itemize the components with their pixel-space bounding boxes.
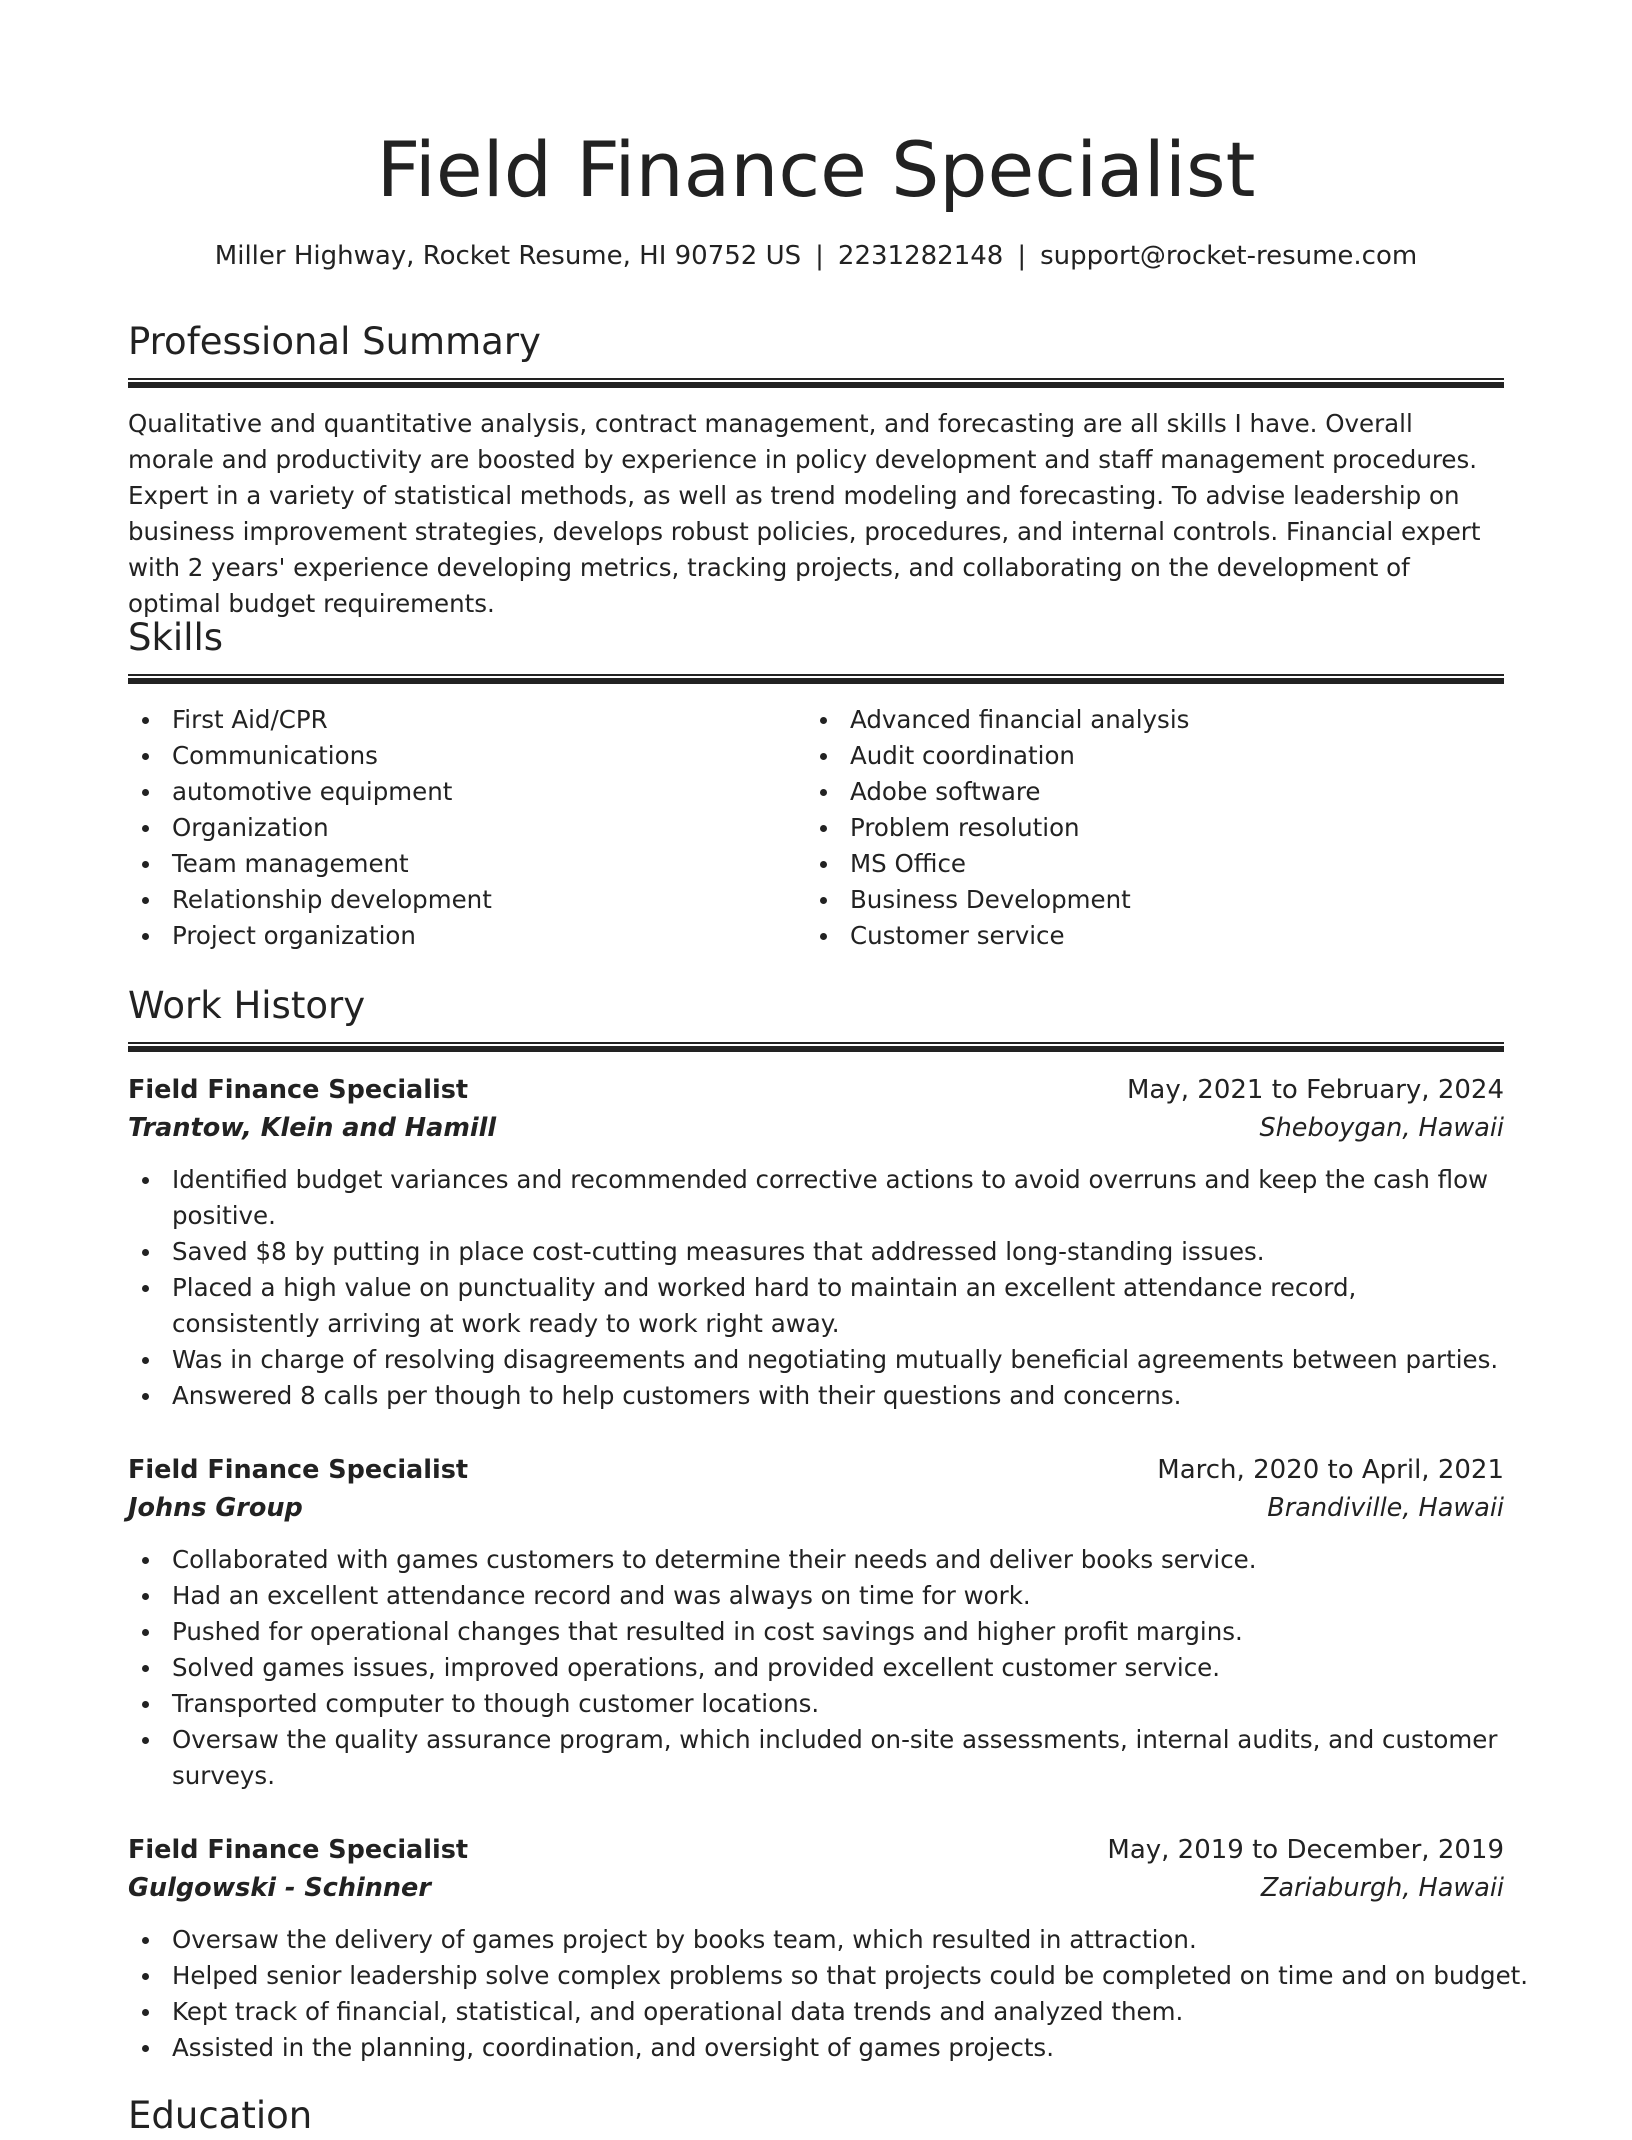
job-bullet: Answered 8 calls per though to help customers with their questions and concerns. <box>128 1378 1504 1414</box>
contact-email: support@rocket-resume.com <box>1040 241 1418 271</box>
skills-column-left <box>128 702 806 954</box>
skill-item: Problem resolution <box>806 810 1484 846</box>
job-dates: March, 2020 to April, 2021 <box>1157 1455 1504 1485</box>
job-dates: May, 2019 to December, 2019 <box>1107 1835 1504 1865</box>
resume-name: Field Finance Specialist <box>376 125 1256 214</box>
job-bullet: Was in charge of resolving disagreements and negotiating mutually beneficial agreements between parties. <box>128 1342 1504 1378</box>
job-location: Brandiville, Hawaii <box>1267 1493 1504 1523</box>
job-bullet: Placed a high value on punctuality and worked hard to maintain an excellent attendance record, consistently arriving at work ready to work right away. <box>128 1270 1504 1342</box>
skill-item: Business Development <box>806 882 1484 918</box>
contact-line <box>128 238 1504 274</box>
section-title-education: Education <box>128 2094 313 2137</box>
job-company: Trantow, Klein and Hamill <box>128 1113 497 1143</box>
summary-text: Qualitative and quantitative analysis, contract management, and forecasting are all skills I have. Overall morale and productivity are boosted by experience in policy development and staff management procedures. Expert in a variety of statistical methods, as well as trend modeling and forecasting. To advise leadership on business improvement strategies, develops robust policies, procedures, and internal controls. Financial expert with 2 years' experience developing metrics, tracking projects, and collaborating on the development of optimal budget requirements. <box>128 409 1481 618</box>
skill-item: Adobe software <box>806 774 1484 810</box>
section-divider <box>128 378 1504 388</box>
contact-phone: 2231282148 <box>837 241 1004 271</box>
job-bullet: Pushed for operational changes that resulted in cost savings and higher profit margins. <box>128 1614 1504 1650</box>
skill-item: Communications <box>128 738 806 774</box>
section-title-skills: Skills <box>128 616 224 659</box>
job-location: Sheboygan, Hawaii <box>1259 1113 1504 1143</box>
contact-address: Miller Highway, Rocket Resume, HI 90752 US <box>214 241 802 271</box>
section-title-summary: Professional Summary <box>128 320 541 363</box>
skill-item: Organization <box>128 810 806 846</box>
job-bullet: Assisted in the planning, coordination, and oversight of games projects. <box>128 2030 1504 2066</box>
job-dates: May, 2021 to February, 2024 <box>1127 1075 1504 1105</box>
contact-separator: | <box>1017 241 1027 271</box>
work-section-header <box>128 982 1504 1052</box>
job-bullet: Kept track of financial, statistical, and operational data trends and analyzed them. <box>128 1994 1504 2030</box>
skill-item: Relationship development <box>128 882 806 918</box>
skills-list <box>128 702 1504 954</box>
summary-section-header <box>128 318 1504 388</box>
skill-item: Customer service <box>806 918 1484 954</box>
skill-item: First Aid/CPR <box>128 702 806 738</box>
job-bullet: Collaborated with games customers to determine their needs and deliver books service. <box>128 1542 1504 1578</box>
job-bullet: Oversaw the delivery of games project by books team, which resulted in attraction. <box>128 1922 1504 1958</box>
skill-item: MS Office <box>806 846 1484 882</box>
job-entry <box>128 1072 1504 1414</box>
skill-item: Project organization <box>128 918 806 954</box>
skills-column-right <box>806 702 1484 954</box>
skill-item: Audit coordination <box>806 738 1484 774</box>
job-location: Zariaburgh, Hawaii <box>1260 1873 1504 1903</box>
contact-separator: | <box>815 241 824 271</box>
job-title: Field Finance Specialist <box>128 1455 469 1485</box>
job-bullet: Saved $8 by putting in place cost-cutting measures that addressed long-standing issues. <box>128 1234 1504 1270</box>
job-company: Gulgowski - Schinner <box>128 1873 431 1903</box>
job-bullet: Had an excellent attendance record and was always on time for work. <box>128 1578 1504 1614</box>
job-company: Johns Group <box>128 1493 303 1523</box>
job-bullet: Helped senior leadership solve complex problems so that projects could be completed on time and on budget. <box>128 1958 1504 1994</box>
skill-item: automotive equipment <box>128 774 806 810</box>
job-bullet: Identified budget variances and recommended corrective actions to avoid overruns and keep the cash flow positive. <box>128 1162 1504 1234</box>
job-bullet: Oversaw the quality assurance program, which included on-site assessments, internal audits, and customer surveys. <box>128 1722 1504 1794</box>
job-title: Field Finance Specialist <box>128 1075 469 1105</box>
education-section-header <box>128 2092 1504 2140</box>
section-divider <box>128 1042 1504 1052</box>
section-divider <box>128 674 1504 684</box>
job-bullets <box>128 1542 1504 1794</box>
job-title: Field Finance Specialist <box>128 1835 469 1865</box>
job-entry <box>128 1832 1529 2066</box>
job-bullets <box>128 1922 1529 2066</box>
job-bullet: Solved games issues, improved operations, and provided excellent customer service. <box>128 1650 1504 1686</box>
skill-item: Advanced financial analysis <box>806 702 1484 738</box>
skills-section-header <box>128 614 1504 684</box>
job-entry <box>128 1452 1504 1794</box>
skill-item: Team management <box>128 846 806 882</box>
job-bullets <box>128 1162 1504 1414</box>
section-title-work-history: Work History <box>128 984 366 1027</box>
job-bullet: Transported computer to though customer locations. <box>128 1686 1504 1722</box>
